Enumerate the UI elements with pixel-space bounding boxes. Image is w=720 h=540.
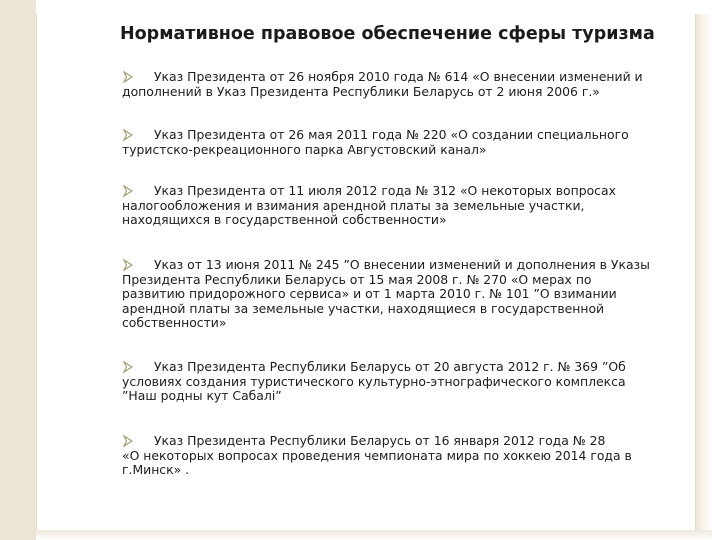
arrow-bullet-icon bbox=[122, 259, 134, 271]
list-item-line: условиях создания туристического культурно-этнографического комплекса bbox=[122, 373, 626, 389]
arrow-bullet-icon bbox=[122, 71, 134, 83]
list-item-line: Президента Республики Беларусь от 15 мая 2008 г. № 270 «О мерах по bbox=[122, 271, 592, 287]
list-item-line: ”Наш родны кут Сабалі” bbox=[122, 388, 282, 404]
list-item bbox=[122, 360, 682, 404]
list-item-line: «О некоторых вопросах проведения чемпионата мира по хоккею 2014 года в bbox=[122, 447, 632, 463]
list-item bbox=[122, 70, 682, 99]
left-decorative-band bbox=[0, 0, 36, 540]
list-item-line: Указ Президента Республики Беларусь от 16 января 2012 года № 28 bbox=[154, 433, 606, 448]
list-item-line: находящихся в государственной собственности» bbox=[122, 212, 447, 228]
list-item-line: Указ Президента от 26 мая 2011 года № 220 «О создании специального bbox=[154, 127, 629, 142]
arrow-bullet-icon bbox=[122, 185, 134, 197]
arrow-bullet-icon bbox=[122, 361, 134, 373]
list-item-line: развитию придорожного сервиса» и от 1 марта 2010 г. № 101 ”О взимании bbox=[122, 286, 617, 302]
list-item-line: Указ Президента от 26 ноября 2010 года № 614 «О внесении изменений и bbox=[154, 69, 643, 84]
list-item bbox=[122, 128, 682, 157]
right-page-shadow bbox=[696, 14, 712, 530]
list-item-line: собственности» bbox=[122, 315, 227, 331]
list-item-line: туристско-рекреационного парка Августовский канал» bbox=[122, 141, 487, 157]
bottom-page-shadow bbox=[36, 530, 712, 540]
list-item-line: г.Минск» . bbox=[122, 462, 190, 478]
list-item bbox=[122, 434, 682, 478]
list-item-line: Указ от 13 июня 2011 № 245 ”О внесении изменений и дополнения в Указы bbox=[154, 257, 650, 272]
slide-title: Нормативное правовое обеспечение сферы туризма bbox=[120, 24, 655, 44]
list-item-line: Указ Президента от 11 июля 2012 года № 312 «О некоторых вопросах bbox=[154, 183, 616, 198]
list-item-line: дополнений в Указ Президента Республики Беларусь от 2 июня 2006 г.» bbox=[122, 83, 600, 99]
list-item-line: налогообложения и взимания арендной платы за земельные участки, bbox=[122, 197, 585, 213]
list-item bbox=[122, 184, 682, 228]
list-item-line: арендной платы за земельные участки, находящиеся в государственной bbox=[122, 300, 605, 316]
list-item-line: Указ Президента Республики Беларусь от 20 августа 2012 г. № 369 ”Об bbox=[154, 359, 626, 374]
list-item bbox=[122, 258, 682, 331]
arrow-bullet-icon bbox=[122, 129, 134, 141]
arrow-bullet-icon bbox=[122, 435, 134, 447]
